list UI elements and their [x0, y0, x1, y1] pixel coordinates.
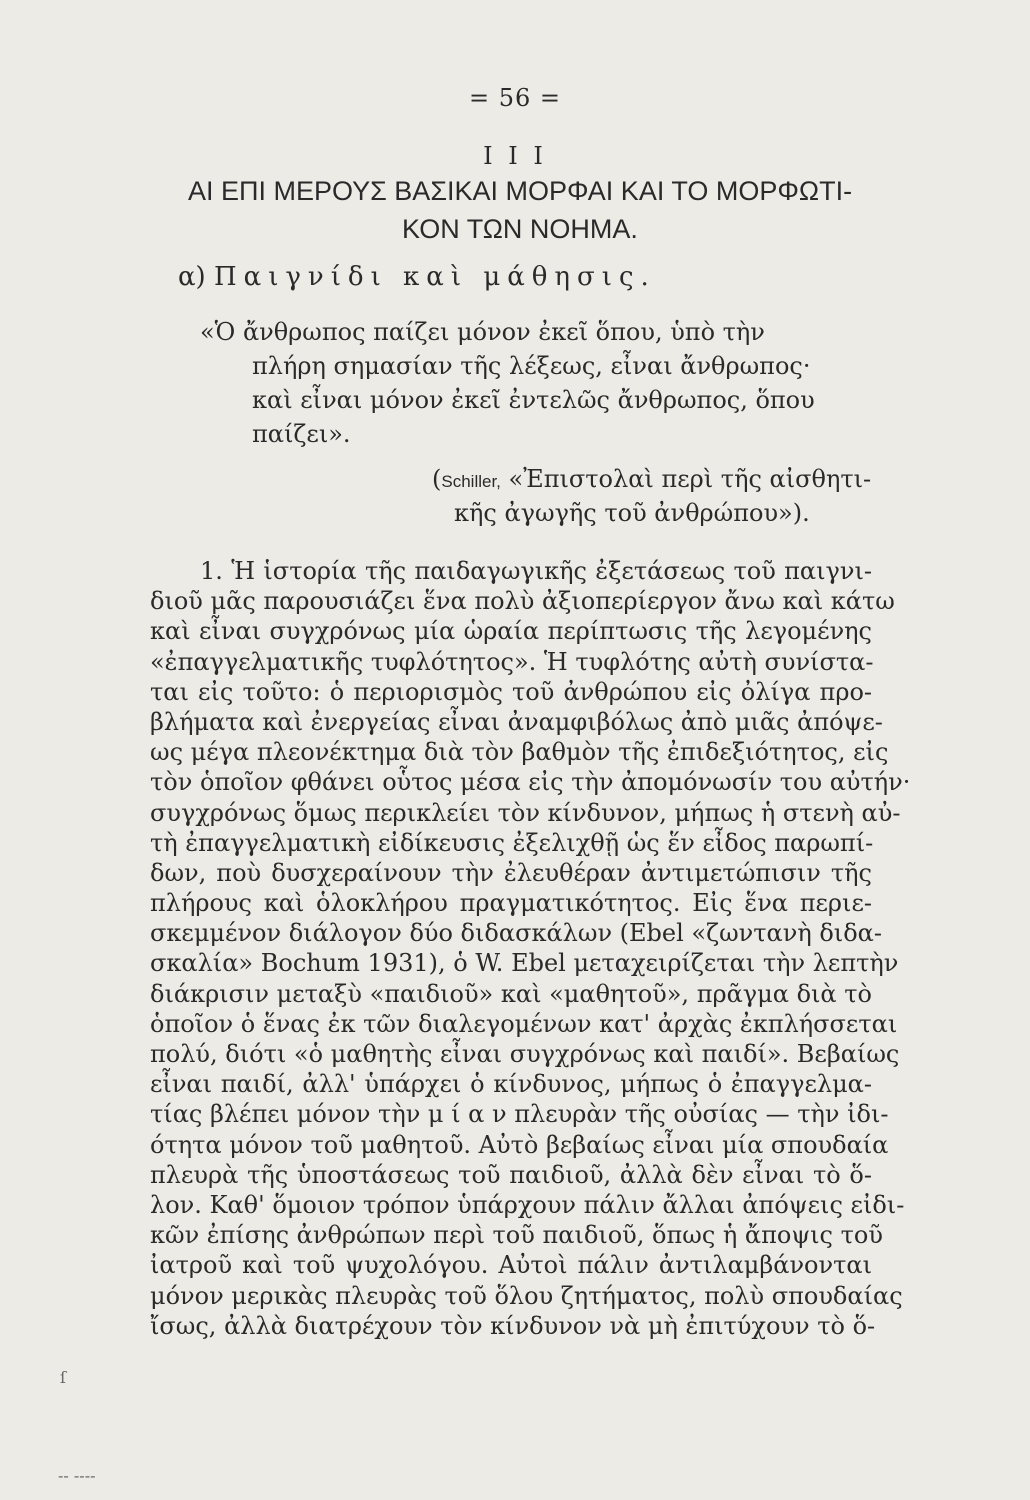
- paragraph-line: «ἐπαγγελματικῆς τυφλότητος». Ἡ τυφλότης αὐτὴ συνίστα-: [150, 647, 874, 676]
- epigraph-attribution: [0, 462, 1030, 530]
- paragraph-line: λον. Καθ' ὅμοιον τρόπον ὑπάρχουν πάλιν ἄλλαι ἀπόψεις εἰδι-: [150, 1190, 905, 1219]
- paragraph-line: διοῦ μᾶς παρουσιάζει ἕνα πολὺ ἀξιοπερίεργον ἄνω καὶ κάτω: [150, 587, 895, 616]
- chapter-heading: [150, 172, 890, 248]
- paragraph-line: πολύ, διότι «ὁ μαθητὴς εἶναι συγχρόνως καὶ παιδί». Βεβαίως: [150, 1040, 900, 1068]
- paragraph-line: βλήματα καὶ ἐνεργείας εἶναι ἀναμφιβόλως ἀπὸ μιᾶς ἀπόψε-: [150, 707, 883, 736]
- paragraph-line: ως μέγα πλεονέκτημα διὰ τὸν βαθμὸν τῆς ἐπιδεξιότητος, εἰς: [150, 738, 889, 767]
- margin-mark: ſ: [60, 1368, 66, 1387]
- margin-mark: ‑‑ ‑‑‑‑: [58, 1466, 96, 1485]
- paragraph-line: κῶν ἐπίσης ἀνθρώπων περὶ τοῦ παιδιοῦ, ὅπως ἡ ἄποψις τοῦ: [150, 1221, 883, 1250]
- paragraph-line: πλευρὰ τῆς ὑποστάσεως τοῦ παιδιοῦ, ἀλλὰ δὲν εἶναι τὸ ὅ-: [150, 1160, 872, 1189]
- paragraph-line: ότητα μόνον τοῦ μαθητοῦ. Αὐτὸ βεβαίως εἶναι μία σπουδαία: [150, 1130, 889, 1159]
- paragraph-line: δων, ποὺ δυσχεραίνουν τὴν ἐλευθέραν ἀντιμετώπισιν τῆς: [150, 858, 872, 887]
- attribution-paren: (: [432, 465, 442, 493]
- paragraph-line: ται εἰς τοῦτο: ὁ περιορισμὸς τοῦ ἀνθρώπου εἰς ὀλίγα προ-: [150, 677, 872, 706]
- epigraph-line: «Ὁ ἄνθρωπος παίζει μόνον ἐκεῖ ὅπου, ὑπὸ τὴν: [200, 318, 765, 346]
- epigraph: [200, 315, 890, 451]
- paragraph-line: συγχρόνως ὅμως περικλείει τὸν κίνδυνον, μήπως ἡ στενὴ αὐ-: [150, 798, 901, 827]
- attribution-line: [0, 462, 1030, 496]
- paragraph-line: τὴ ἐπαγγελματικὴ εἰδίκευσις ἐξελιχθῇ ὡς ἕν εἶδος παρωπί-: [150, 828, 874, 857]
- subsection-title: [178, 262, 656, 292]
- paragraph-line: τὸν ὁποῖον φθάνει οὗτος μέσα εἰς τὴν ἀπομόνωσίν του αὐτήν·: [150, 768, 911, 797]
- paragraph-line: 1. Ἡ ἱστορία τῆς παιδαγωγικῆς ἐξετάσεως τοῦ παιγνι-: [200, 557, 872, 585]
- attribution-line: κῆς ἀγωγῆς τοῦ ἀνθρώπου»).: [454, 499, 810, 527]
- paragraph-line: ἰατροῦ καὶ τοῦ ψυχολόγου. Αὐτοὶ πάλιν ἀντιλαμβάνονται: [150, 1251, 872, 1280]
- attribution-author: Schiller,: [441, 472, 501, 491]
- body-paragraph: [150, 556, 911, 1341]
- attribution-title: «Ἐπιστολαὶ περὶ τῆς αἰσθητι-: [500, 465, 872, 493]
- heading-line: ΚΟΝ ΤΩΝ ΝΟΗΜΑ.: [402, 214, 638, 244]
- subsection-text: Παιγνίδι καὶ μάθησις.: [213, 262, 656, 292]
- chapter-number: I I I: [483, 142, 547, 170]
- paragraph-line: διάκρισιν μεταξὺ «παιδιοῦ» καὶ «μαθητοῦ», πρᾶγμα διὰ τὸ: [150, 979, 872, 1008]
- paragraph-line: ὁποῖον ὁ ἕνας ἐκ τῶν διαλεγομένων κατ' ἀρχὰς ἐκπλήσσεται: [150, 1009, 898, 1038]
- subsection-marker: α): [178, 262, 206, 292]
- paragraph-line: σκεμμένον διάλογον δύο διδασκάλων (Ebel «ζωντανὴ διδα-: [150, 919, 882, 948]
- paragraph-line: μόνον μερικὰς πλευρὰς τοῦ ὅλου ζητήματος, πολὺ σπουδαίας: [150, 1281, 903, 1310]
- paragraph-line: ἴσως, ἀλλὰ διατρέχουν τὸν κίνδυνον νὰ μὴ ἐπιτύχουν τὸ ὅ-: [150, 1311, 876, 1340]
- epigraph-line: καὶ εἶναι μόνον ἐκεῖ ἐντελῶς ἄνθρωπος, ὅπου: [252, 386, 815, 414]
- paragraph-line: τίας βλέπει μόνον τὴν μ ί α ν πλευρὰν τῆς οὐσίας — τὴν ἰδι-: [150, 1100, 889, 1129]
- heading-line: ΑΙ ΕΠΙ ΜΕΡΟΥΣ ΒΑΣΙΚΑΙ ΜΟΡΦΑΙ ΚΑΙ ΤΟ ΜΟΡΦΩΤΙ-: [187, 176, 853, 206]
- paragraph-line: καὶ εἶναι συγχρόνως μία ὡραία περίπτωσις τῆς λεγομένης: [150, 617, 872, 646]
- epigraph-line: παίζει».: [252, 420, 351, 448]
- page-number: = 56 =: [468, 84, 561, 112]
- paragraph-line: πλήρους καὶ ὁλοκλήρου πραγματικότητος. Εἰς ἕνα περιε-: [150, 889, 872, 918]
- paragraph-line: εἶναι παιδί, ἀλλ' ὑπάρχει ὁ κίνδυνος, μήπως ὁ ἐπαγγελμα-: [150, 1070, 872, 1099]
- paragraph-line: σκαλία» Bochum 1931), ὁ W. Ebel μεταχειρίζεται τὴν λεπτὴν: [150, 949, 899, 978]
- epigraph-line: πλήρη σημασίαν τῆς λέξεως, εἶναι ἄνθρωπος·: [252, 352, 811, 380]
